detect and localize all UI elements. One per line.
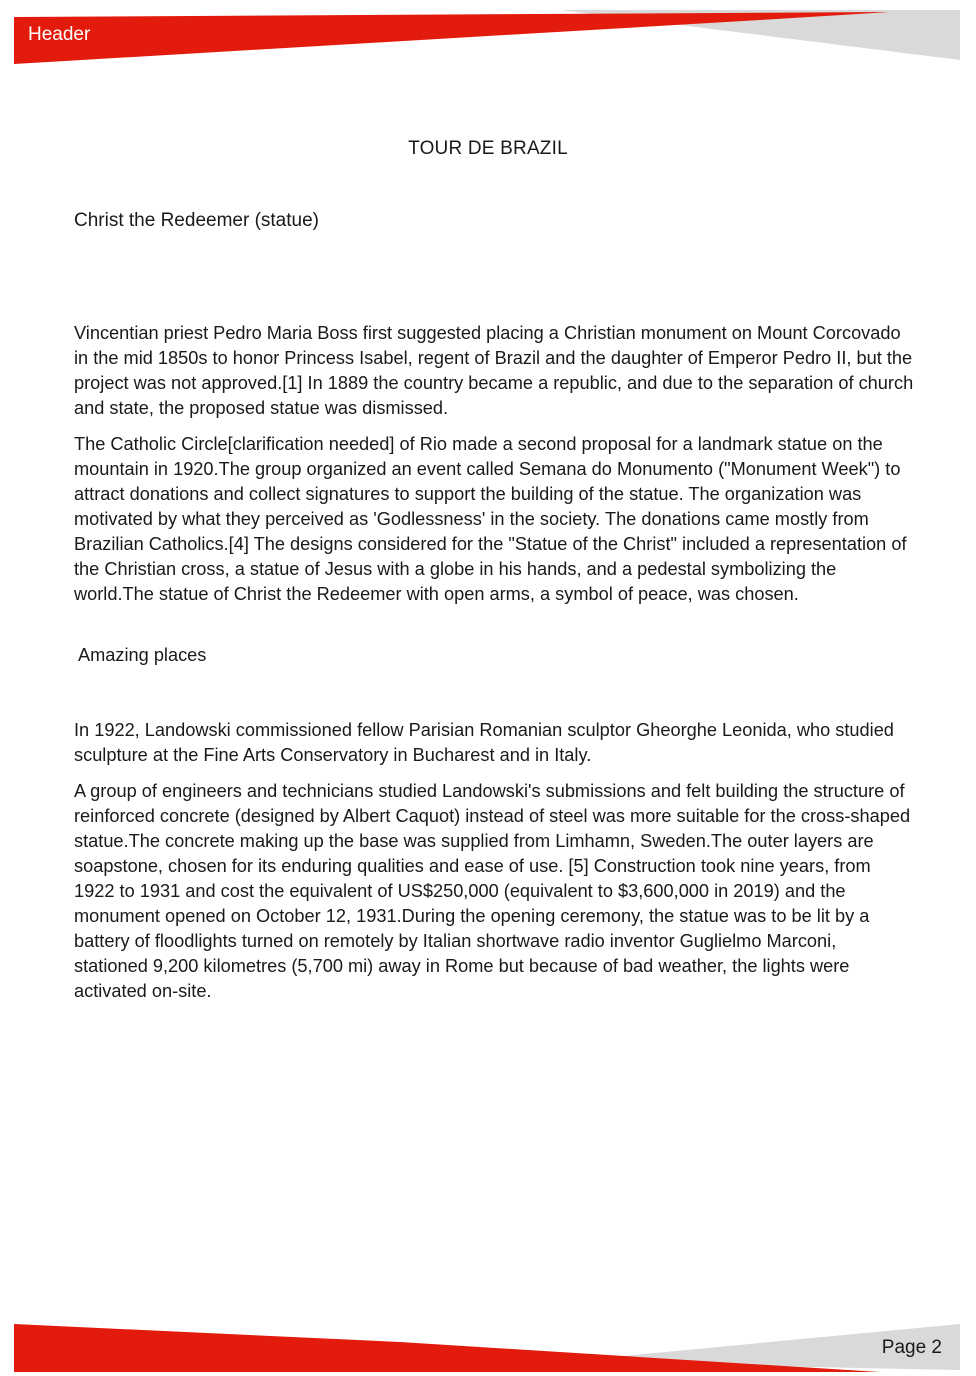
paragraph-2: The Catholic Circle[clarification needed] of Rio made a second proposal for a landmark statue on the mountain in 1920.The group organized an event called Semana do Monumento ("Monument Week") to attract donations and collect signatures to support the building of the statue. The organization was motivated by what they perceived as 'Godlessness' in the society. The donations came mostly from Brazilian Catholics.[4] The designs considered for the "Statue of the Christ" included a representation of the Christian cross, a statue of Jesus with a globe in his hands, and a pedestal symbolizing the world.The statue of Christ the Redeemer with open arms, a symbol of peace, was chosen. [74,434,907,604]
header-label: Header [28,24,91,45]
document-subtitle: Christ the Redeemer (statue) [74,210,319,231]
footer-band [0,1318,976,1376]
paragraph-3: In 1922, Landowski commissioned fellow Parisian Romanian sculptor Gheorghe Leonida, who studied sculpture at the Fine Arts Conservatory in Bucharest and in Italy. [74,720,894,765]
caption-text: Amazing places [78,645,207,665]
paragraph-4: A group of engineers and technicians studied Landowski's submissions and felt building the structure of reinforced concrete (designed by Albert Caquot) instead of steel was more suitable for the cross-shaped statue.The concrete making up the base was supplied from Limhamn, Sweden.The outer layers are soapstone, chosen for its enduring qualities and ease of use. [5] Construction took nine years, from 1922 to 1931 and cost the equivalent of US$250,000 (equivalent to $3,600,000 in 2019) and the monument opened on October 12, 1931.During the opening ceremony, the statue was to be lit by a battery of floodlights turned on remotely by Italian shortwave radio inventor Guglielmo Marconi, stationed 9,200 kilometres (5,700 mi) away in Rome but because of bad weather, the lights were activated on-site. [74,781,911,1001]
document-title: TOUR DE BRAZIL [408,138,568,159]
paragraph-1: Vincentian priest Pedro Maria Boss first suggested placing a Christian monument on Mount Corcovado in the mid 1850s to honor Princess Isabel, regent of Brazil and the daughter of Emperor Pedro II, but the project was not approved.[1] In 1889 the country became a republic, and due to the separation of church and state, the proposed statue was dismissed. [74,323,914,418]
header-red-swoosh [14,12,890,64]
header-band [0,0,976,72]
page-number: Page 2 [881,1337,942,1358]
